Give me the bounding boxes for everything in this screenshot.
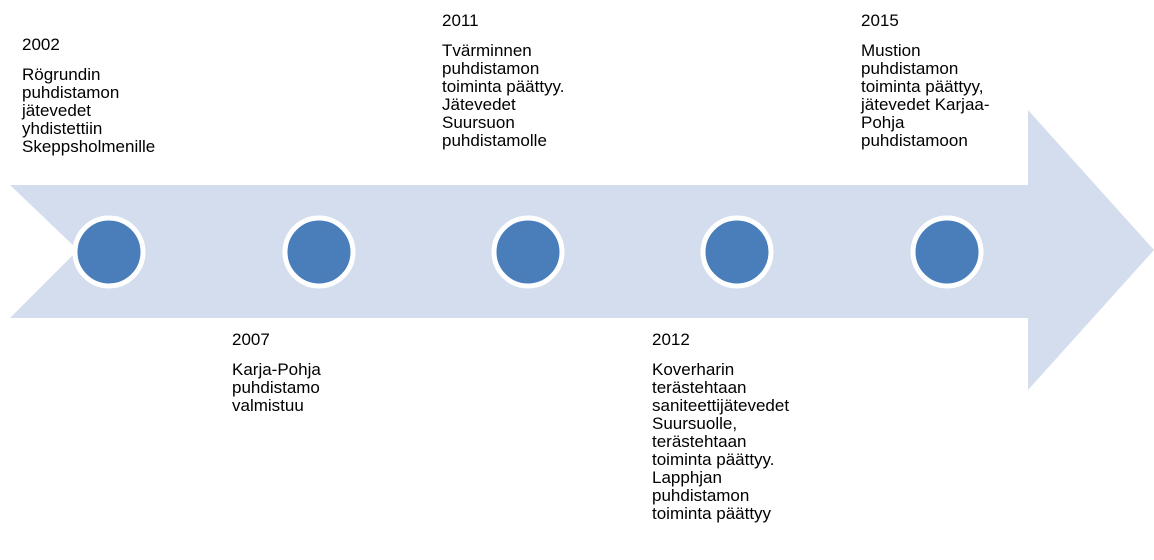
- event-description: Karja-Pohja puhdistamo valmistuu: [232, 360, 321, 415]
- event-year: 2011: [442, 11, 479, 30]
- timeline-marker-2002: [75, 218, 143, 286]
- timeline-event-2015: [861, 12, 1041, 150]
- timeline-marker-2012: [703, 218, 771, 286]
- timeline-event-2002: [22, 36, 212, 156]
- event-year: 2012: [652, 330, 690, 349]
- timeline-marker-2007: [285, 218, 353, 286]
- event-year: 2015: [861, 11, 899, 30]
- timeline-event-2007: [232, 331, 402, 415]
- event-year: 2007: [232, 330, 270, 349]
- timeline-event-2012: [652, 331, 842, 523]
- timeline-marker-2015: [913, 218, 981, 286]
- event-description: Mustion puhdistamon toiminta päättyy, jätevedet Karjaa- Pohja puhdistamoon: [861, 41, 990, 150]
- event-description: Tvärminnen puhdistamon toiminta päättyy. Jätevedet Suursuon puhdistamolle: [442, 41, 565, 150]
- event-description: Koverharin terästehtaan saniteettijätevedet Suursuolle, terästehtaan toiminta päättyy. Lapphjan puhdistamon toiminta päättyy: [652, 360, 790, 523]
- timeline-marker-2011: [494, 218, 562, 286]
- timeline-event-2011: [442, 12, 632, 150]
- event-year: 2002: [22, 35, 60, 54]
- event-description: Rögrundin puhdistamon jätevedet yhdistettiin Skeppsholmenille: [22, 65, 156, 156]
